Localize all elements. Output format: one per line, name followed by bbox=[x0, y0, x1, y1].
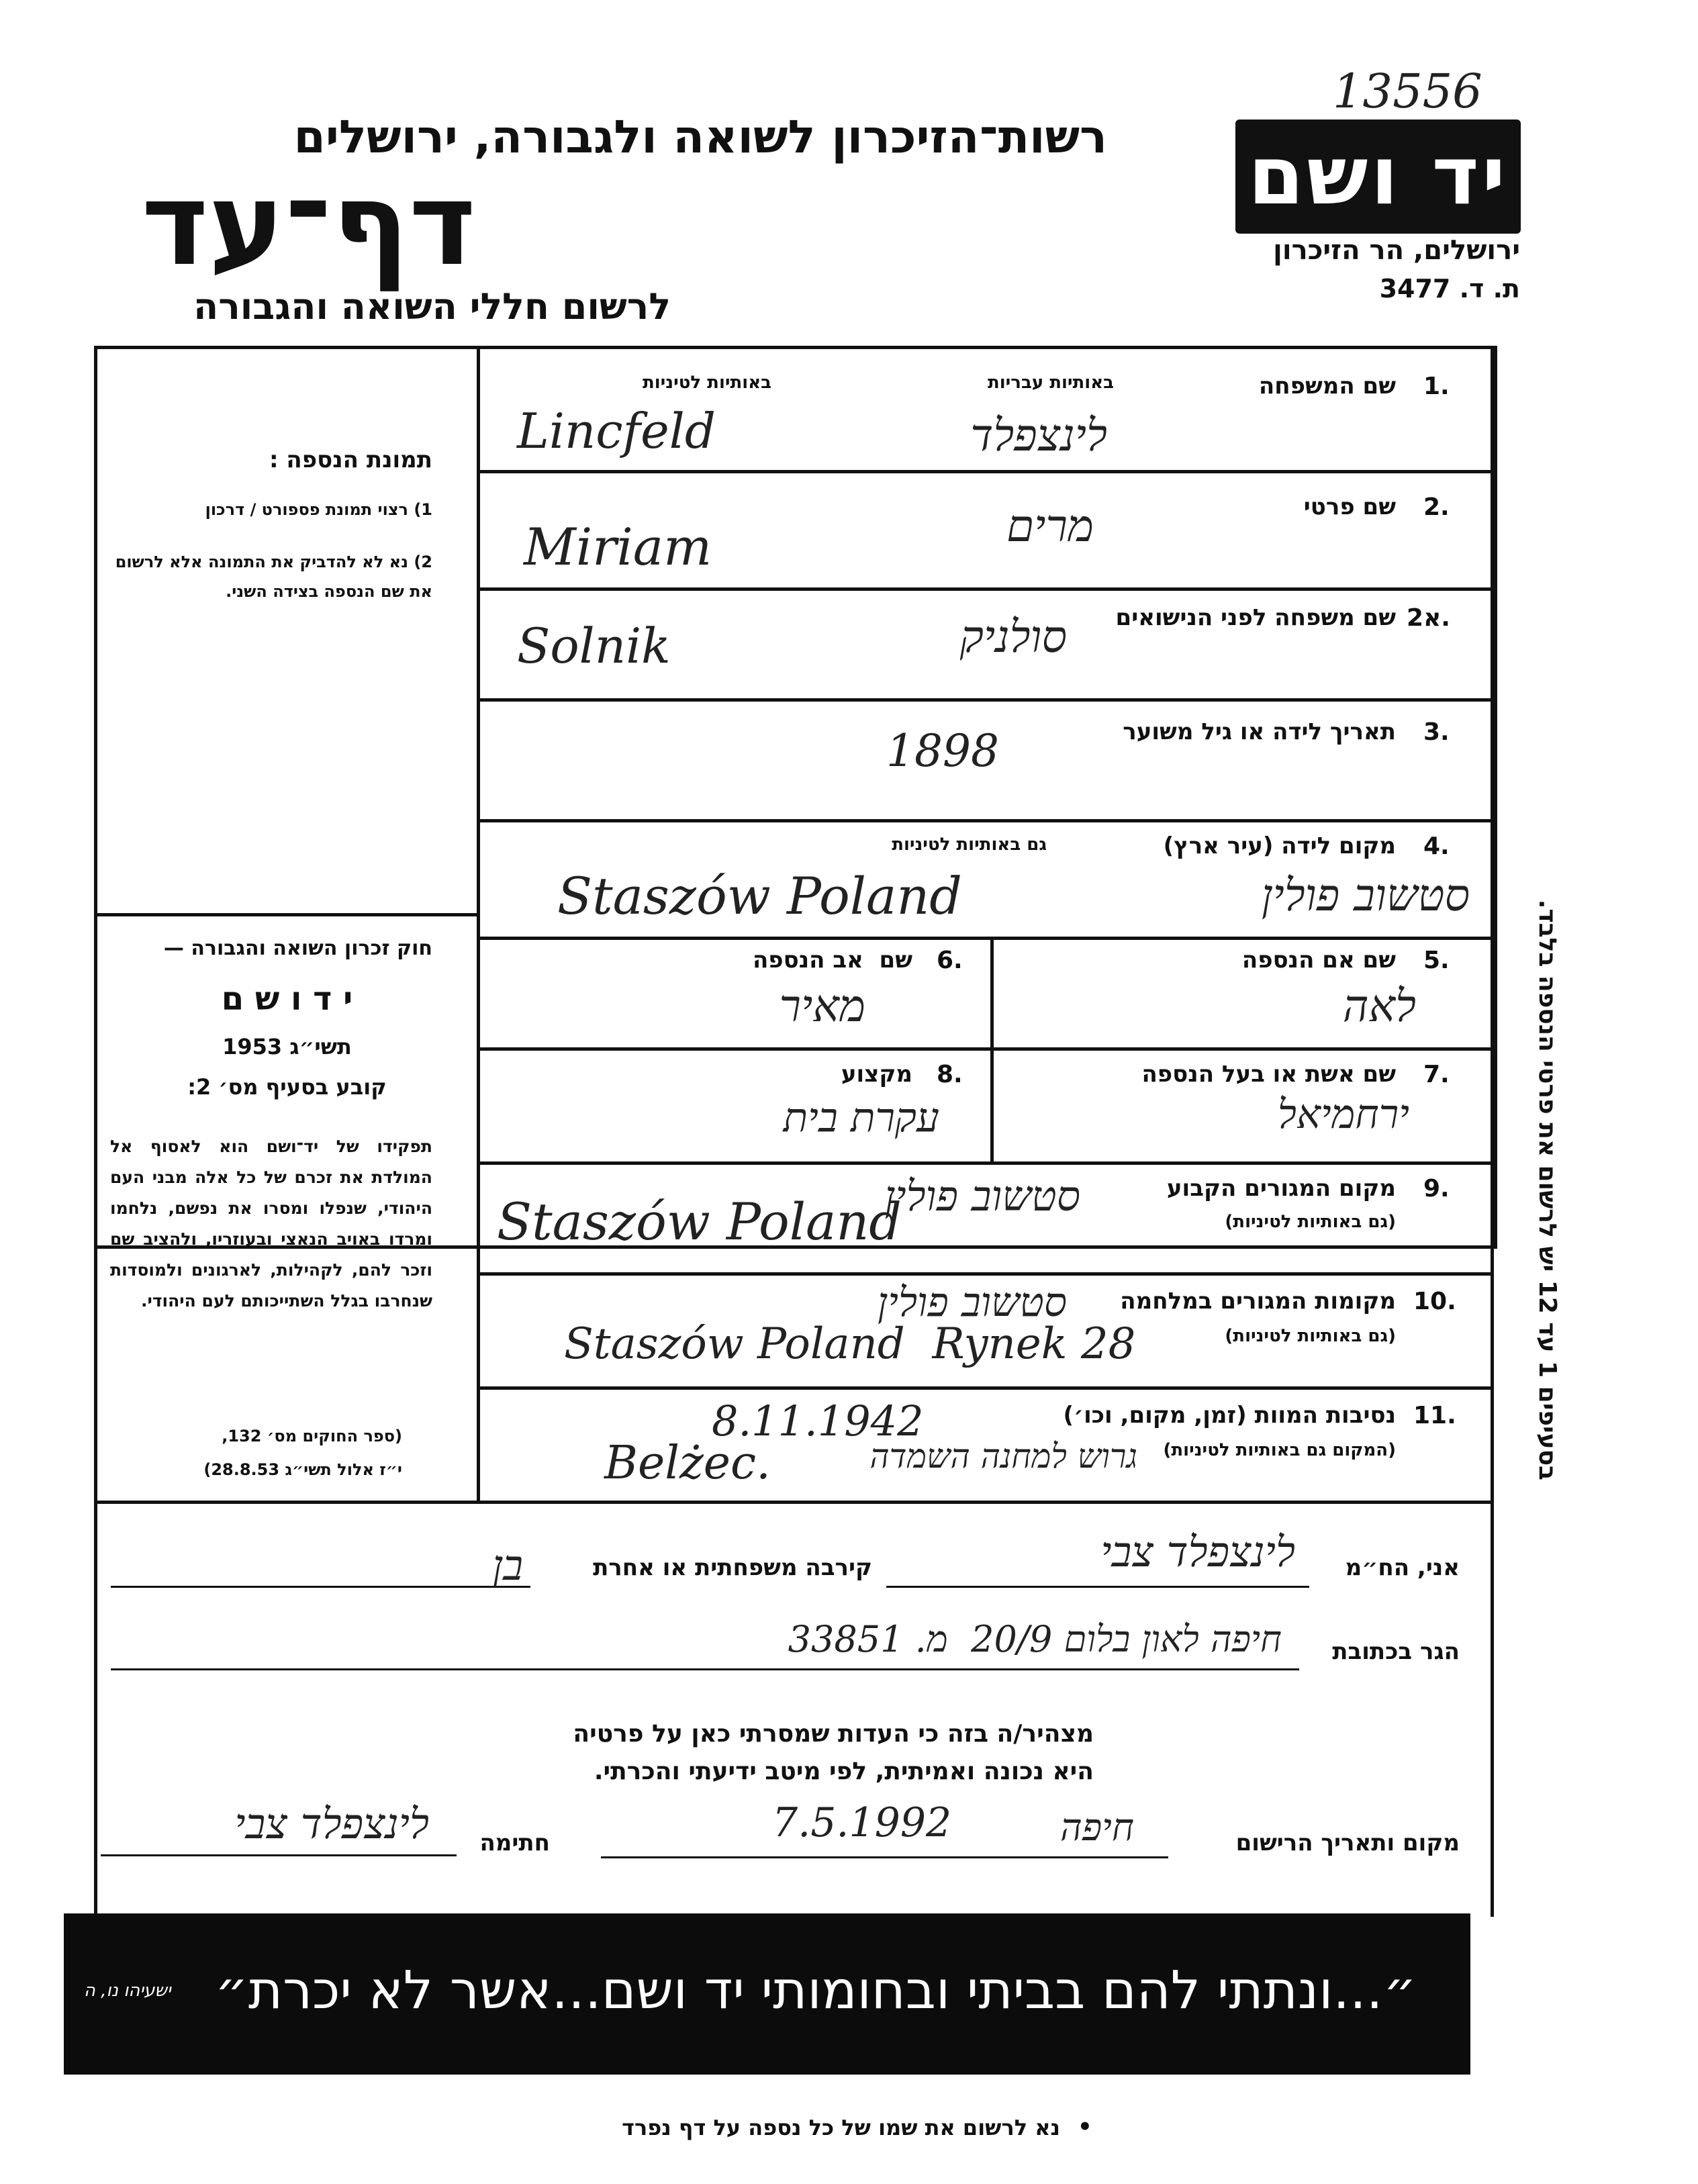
field-4-value-hebrew: סטשוב פולין bbox=[1261, 869, 1470, 921]
photo-item-1-num: 1) bbox=[414, 500, 432, 519]
field-1-number: 1. bbox=[1423, 373, 1450, 400]
field-1-label: שם המשפחה bbox=[1258, 373, 1396, 399]
address-line-2: ת. ד. 3477 bbox=[1379, 274, 1520, 303]
field-11-value-place: Belżec. bbox=[604, 1437, 771, 1490]
quote-banner bbox=[64, 1913, 1470, 2075]
signature-line bbox=[101, 1854, 457, 1856]
field-9-sublabel: (גם באותיות לטיניות) bbox=[1225, 1212, 1396, 1232]
field-4-col-latin: גם באותיות לטיניות bbox=[892, 835, 1047, 855]
law-yad-vashem: י ד ו ש ם bbox=[221, 980, 353, 1018]
field-6-value: מאיר bbox=[779, 980, 865, 1032]
page-title: דף־עד bbox=[141, 158, 476, 291]
law-title: חוק זכרון השואה והגבורה — bbox=[163, 937, 432, 960]
law-clause: קובע בסעיף מס׳ 2: bbox=[187, 1074, 387, 1100]
field-11-sublabel: (המקום גם באותיות לטיניות) bbox=[1163, 1440, 1396, 1460]
left-column-divider bbox=[477, 346, 480, 1501]
photo-item-2 bbox=[110, 547, 432, 606]
address-line-1: ירושלים, הר הזיכרון bbox=[1273, 235, 1520, 266]
relation-line bbox=[111, 1586, 530, 1588]
photo-item-2-num: 2) bbox=[414, 553, 432, 571]
field-10-number: 10. bbox=[1413, 1288, 1456, 1315]
field-3-label: תאריך לידה או גיל משוער bbox=[1123, 718, 1396, 745]
field-7-label: שם אשת או בעל הנספה bbox=[1141, 1061, 1396, 1088]
field-2-value-latin: Miriam bbox=[524, 517, 712, 577]
field-10-value-hebrew: סטשוב פולין bbox=[877, 1279, 1067, 1326]
field-6-label: שם אב הנספה bbox=[752, 947, 912, 974]
place-date-label: מקום ותאריך הרישום bbox=[1235, 1830, 1460, 1856]
law-year: תשי״ג 1953 bbox=[222, 1034, 352, 1059]
field-2a-value-hebrew: סולניק bbox=[959, 611, 1067, 663]
banner-source: ישעיהו נו, ה bbox=[84, 1981, 171, 2001]
photo-item-2-text: נא לא להדביק את התמונה אלא לרשום את שם הנספה בצידה השני. bbox=[115, 553, 432, 601]
row-separator bbox=[477, 937, 1494, 940]
field-11-value-hebrew: גרוש למחנה השמדה bbox=[869, 1437, 1137, 1476]
row-separator bbox=[477, 1272, 1494, 1276]
page-subtitle: לרשום חללי השואה והגבורה bbox=[193, 285, 671, 328]
declarant-line bbox=[886, 1586, 1309, 1588]
statement-line-2: היא נכונה ואמיתית, לפי מיטב ידיעתי והכרתי. bbox=[594, 1758, 1094, 1785]
photo-law-divider bbox=[94, 913, 480, 916]
field-11-value-date: 8.11.1942 bbox=[712, 1396, 924, 1445]
yad-vashem-logo bbox=[1235, 120, 1521, 234]
declarant-label: אני, הח״מ bbox=[1345, 1554, 1460, 1581]
field-8-value: עקרת בית bbox=[783, 1094, 939, 1141]
law-ref-2: י״ז אלול תשי״ג 28.8.53) bbox=[203, 1460, 402, 1479]
row-separator bbox=[477, 1161, 1494, 1165]
place-value: חיפה bbox=[1060, 1806, 1134, 1850]
field-10-label: מקומות המגורים במלחמה bbox=[1120, 1288, 1396, 1315]
date-value: 7.5.1992 bbox=[772, 1799, 952, 1846]
field-7-number: 7. bbox=[1423, 1061, 1450, 1088]
field-2-value-hebrew: מרים bbox=[1006, 500, 1094, 552]
field-1-value-latin: Lincfeld bbox=[517, 403, 716, 459]
field-9-value-latin: Staszów Poland bbox=[497, 1192, 902, 1251]
address-value: חיפה לאון בלום 20/9 מ. 33851 bbox=[788, 1618, 1282, 1660]
fields-bottom-rule bbox=[94, 1501, 1494, 1504]
field-11-label: נסיבות המוות (זמן, מקום, וכו׳) bbox=[1063, 1402, 1396, 1429]
footer-note: נא לרשום את שמו של כל נספה על דף נפרד bbox=[622, 2115, 1060, 2140]
law-body: תפקידו של יד־ושם הוא לאסוף אל המולדת את זכרם של כל אלה מבני העם היהודי, שנפלו ומסרו את נפשם, נלחמו ומרדו באויב הנאצי ובעוזריו, ולהציב שם וזכר להם, לקהילות, לארגונים ולמוסדות שנחרבו בגלל השתייכותם לעם היהודי. bbox=[110, 1137, 432, 1311]
field-7-value: ירחמיאל bbox=[1277, 1091, 1409, 1138]
authority-heading: רשות־הזיכרון לשואה ולגבורה, ירושלים bbox=[293, 111, 1107, 164]
statement-line-1: מצהיר/ה בזה כי העדות שמסרתי כאן על פרטיה bbox=[573, 1720, 1094, 1748]
photo-item-1 bbox=[110, 500, 432, 519]
row-separator bbox=[477, 470, 1494, 473]
field-1-col-hebrew: באותיות עבריות bbox=[987, 373, 1114, 393]
side-note: בסעיפים 1 עד 12 יש לרשום את פרטי הנספה בלבד. bbox=[1534, 899, 1561, 1480]
field-9-value-hebrew: סטשוב פולין bbox=[884, 1172, 1080, 1221]
field-5-number: 5. bbox=[1423, 947, 1450, 974]
signature-label: חתימה bbox=[479, 1830, 550, 1856]
field-2-number: 2. bbox=[1423, 493, 1450, 521]
row-separator bbox=[477, 1047, 1494, 1051]
logo-text: יד ושם bbox=[1247, 130, 1509, 223]
field-3-number: 3. bbox=[1423, 718, 1450, 746]
field-6-number: 6. bbox=[937, 947, 963, 974]
row-split bbox=[990, 937, 994, 1165]
field-3-value: 1898 bbox=[886, 725, 999, 777]
law-ref-1: (ספר החוקים מס׳ 132, bbox=[222, 1427, 402, 1445]
row-separator bbox=[477, 587, 1494, 591]
field-8-number: 8. bbox=[937, 1061, 963, 1088]
field-10-value-latin: Staszów Poland Rynek 28 bbox=[564, 1319, 1136, 1369]
field-9-label: מקום המגורים הקבוע bbox=[1166, 1175, 1396, 1202]
field-5-label: שם אם הנספה bbox=[1241, 947, 1396, 974]
field-8-label: מקצוע bbox=[841, 1061, 912, 1088]
field-2a-value-latin: Solnik bbox=[517, 618, 671, 674]
address-line bbox=[111, 1668, 1299, 1670]
field-4-number: 4. bbox=[1423, 833, 1450, 860]
frame-left-edge bbox=[94, 346, 97, 1917]
field-2a-number: 2א. bbox=[1407, 604, 1450, 632]
field-4-label: מקום לידה (עיר ארץ) bbox=[1163, 833, 1396, 859]
row-separator bbox=[477, 698, 1494, 702]
relation-value: בן bbox=[492, 1541, 523, 1590]
field-2a-label: שם משפחה לפני הנישואים bbox=[1115, 604, 1396, 631]
photo-item-1-text: רצוי תמונת פספורט / דרכון bbox=[205, 500, 408, 519]
row-separator bbox=[477, 819, 1494, 822]
document-number: 13556 bbox=[1333, 64, 1482, 119]
field-9-number: 9. bbox=[1423, 1175, 1450, 1202]
declarant-value: לינצפלד צבי bbox=[1100, 1527, 1295, 1576]
field-4-value-latin: Staszów Poland bbox=[557, 866, 962, 926]
banner-quote: ״...ונתתי להם בביתי ובחומותי יד ושם...אשר לא יכרת״ bbox=[214, 1960, 1417, 2021]
field-11-number: 11. bbox=[1413, 1402, 1456, 1429]
field-10-sublabel: (גם באותיות לטיניות) bbox=[1225, 1326, 1396, 1346]
relation-label: קירבה משפחתית או אחרת bbox=[593, 1554, 872, 1581]
place-date-line bbox=[601, 1856, 1168, 1858]
address-label: הגר בכתובת bbox=[1332, 1638, 1460, 1665]
field-1-value-hebrew: לינצפלד bbox=[970, 410, 1107, 461]
field-1-col-latin: באותיות לטיניות bbox=[642, 373, 771, 393]
signature-value: לינצפלד צבי bbox=[234, 1799, 429, 1848]
row-separator bbox=[477, 1386, 1494, 1390]
field-5-value: לאה bbox=[1342, 980, 1416, 1032]
frame-right-edge bbox=[1491, 346, 1494, 1917]
field-2-label: שם פרטי bbox=[1303, 493, 1396, 520]
photo-box-title: תמונת הנספה : bbox=[269, 446, 432, 473]
footer-bullet: • bbox=[1078, 2114, 1092, 2140]
